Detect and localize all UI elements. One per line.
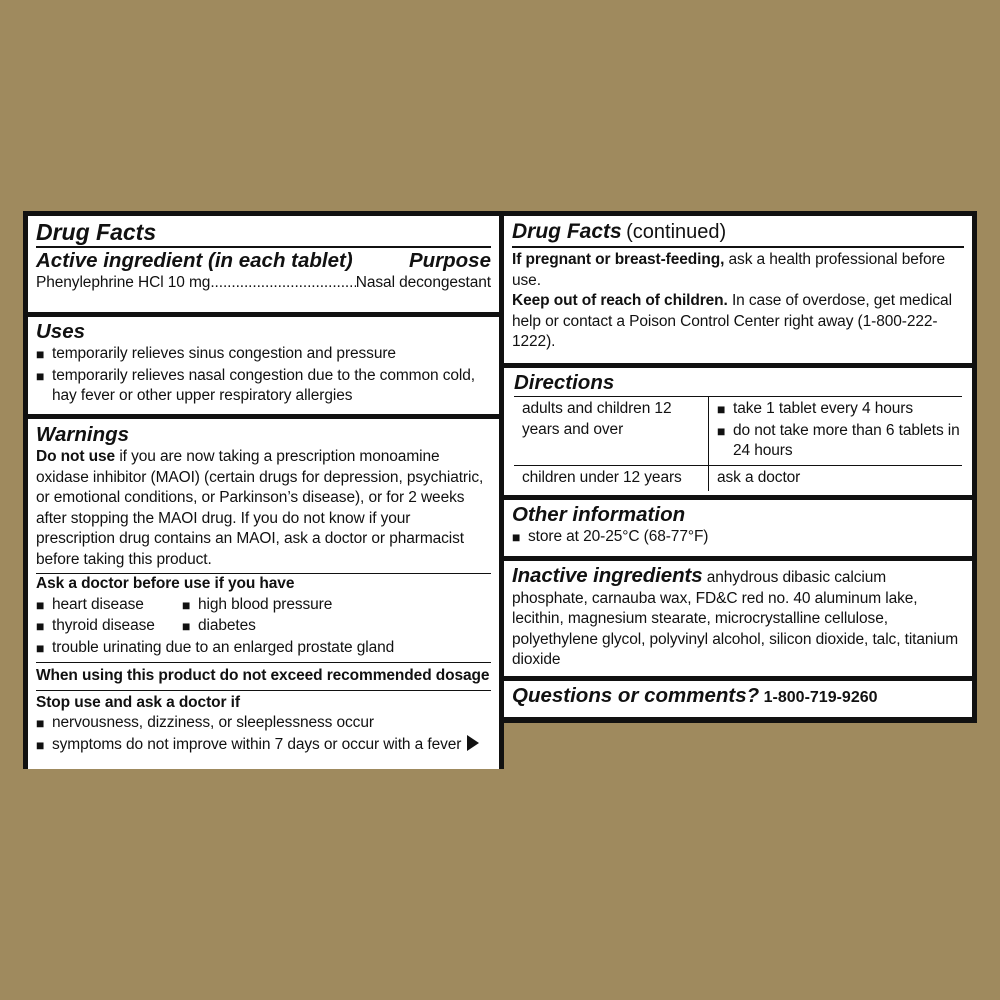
active-ingredient-row bbox=[36, 273, 491, 294]
list-item: ■ symptoms do not improve within 7 days or occur with a fever bbox=[36, 735, 491, 757]
list-item: ■ nervousness, dizziness, or sleeplessness occur bbox=[36, 713, 491, 735]
pregnant-label: If pregnant or breast-feeding, bbox=[512, 251, 725, 268]
list-item: ■ do not take more than 6 tablets in 24 hours bbox=[717, 421, 962, 462]
square-bullet-icon bbox=[36, 713, 52, 735]
directions-heading: Directions bbox=[514, 371, 615, 394]
uses-panel bbox=[28, 317, 499, 414]
active-ingredient-header-row bbox=[36, 248, 491, 273]
table-row bbox=[514, 465, 962, 491]
questions-heading: Questions or comments? bbox=[512, 684, 760, 707]
square-bullet-icon bbox=[36, 595, 52, 617]
do-not-use-label: Do not use bbox=[36, 448, 116, 465]
drug-facts-title: Drug Facts bbox=[512, 220, 622, 243]
children-paragraph bbox=[512, 291, 964, 353]
square-bullet-icon bbox=[717, 399, 733, 421]
directions-panel bbox=[504, 368, 972, 495]
list-item: ■ thyroid disease bbox=[36, 616, 182, 638]
other-information-panel bbox=[504, 500, 972, 556]
stop-use-heading: Stop use and ask a doctor if bbox=[36, 693, 240, 711]
list-item: ■ diabetes bbox=[182, 616, 256, 638]
children-text: In case of overdose, get medical help or contact a Poison Control Center right away (1-800-222-1222). bbox=[512, 292, 952, 350]
active-ingredient-name: Phenylephrine HCl 10 mg bbox=[36, 274, 211, 291]
continued-panel bbox=[504, 216, 972, 363]
list-item: ■ temporarily relieves sinus congestion and pressure bbox=[36, 344, 491, 366]
inactive-ingredients-text: anhydrous dibasic calcium phosphate, carnauba wax, FD&C red no. 40 aluminum lake, lecithin, magnesium stearate, microcrystalline cellulose, polyethylene glycol, polyvinyl alcohol, silicon dioxide, talc, titanium dioxide bbox=[512, 569, 959, 668]
list-item: ■ high blood pressure bbox=[182, 595, 332, 617]
drug-facts-left-column bbox=[23, 211, 504, 769]
pregnant-text: ask a health professional before use. bbox=[512, 251, 946, 289]
questions-panel bbox=[504, 681, 972, 717]
inactive-ingredients-heading: Inactive ingredients bbox=[512, 564, 703, 587]
drug-facts-title: Drug Facts bbox=[36, 219, 157, 245]
square-bullet-icon bbox=[36, 638, 52, 660]
list-item: ■ temporarily relieves nasal congestion due to the common cold, hay fever or other upper respiratory allergies bbox=[36, 366, 491, 407]
purpose-heading: Purpose bbox=[408, 249, 491, 272]
inactive-ingredients-paragraph bbox=[512, 563, 964, 671]
do-not-use-paragraph bbox=[36, 447, 491, 570]
square-bullet-icon bbox=[717, 421, 733, 462]
divider bbox=[512, 246, 964, 248]
square-bullet-icon bbox=[36, 735, 52, 757]
list-item: ■ heart disease bbox=[36, 595, 182, 617]
uses-heading: Uses bbox=[36, 320, 86, 343]
directions-dose-cell bbox=[709, 397, 963, 466]
active-ingredient-heading: Active ingredient (in each tablet) bbox=[36, 249, 353, 272]
square-bullet-icon bbox=[512, 527, 528, 549]
active-ingredient-purpose: Nasal decongestant bbox=[355, 274, 491, 291]
continue-arrow-icon bbox=[467, 735, 479, 751]
children-label: Keep out of reach of children. bbox=[512, 292, 728, 309]
list-item: ■ trouble urinating due to an enlarged prostate gland bbox=[36, 638, 491, 660]
ask-doctor-row bbox=[36, 616, 491, 638]
list-item: ■ take 1 tablet every 4 hours bbox=[717, 399, 962, 421]
directions-table bbox=[514, 396, 962, 491]
list-item: ■ store at 20-25°C (68-77°F) bbox=[512, 527, 964, 549]
square-bullet-icon bbox=[182, 595, 198, 617]
ask-doctor-row bbox=[36, 595, 491, 617]
other-information-heading: Other information bbox=[512, 503, 686, 526]
active-ingredient-panel bbox=[28, 216, 499, 312]
directions-dose-cell: ask a doctor bbox=[709, 465, 963, 491]
directions-age-cell: children under 12 years bbox=[514, 465, 709, 491]
do-not-use-text: if you are now taking a prescription monoamine oxidase inhibitor (MAOI) (certain drugs for depression, psychiatric, or emotional conditions, or Parkinson’s disease), or for 2 weeks after stopping the MAOI drug. If you do not know if your prescription drug contains an MAOI, ask a doctor or pharmacist before taking this product. bbox=[36, 448, 484, 568]
warnings-panel bbox=[28, 419, 499, 769]
directions-age-cell: adults and children 12 years and over bbox=[514, 397, 709, 466]
continued-label: (continued) bbox=[626, 221, 727, 243]
square-bullet-icon bbox=[36, 616, 52, 638]
square-bullet-icon bbox=[182, 616, 198, 638]
questions-phone: 1-800-719-9260 bbox=[763, 689, 878, 706]
continued-title bbox=[512, 218, 964, 246]
leader-dots bbox=[210, 273, 355, 294]
square-bullet-icon bbox=[36, 344, 52, 366]
pregnant-paragraph bbox=[512, 250, 964, 291]
drug-facts-right-column bbox=[500, 211, 977, 723]
when-using-text: When using this product do not exceed recommended dosage bbox=[36, 667, 490, 684]
inactive-ingredients-panel bbox=[504, 561, 972, 676]
square-bullet-icon bbox=[36, 366, 52, 407]
table-row bbox=[514, 397, 962, 466]
warnings-heading: Warnings bbox=[36, 423, 130, 446]
ask-doctor-heading: Ask a doctor before use if you have bbox=[36, 575, 295, 592]
